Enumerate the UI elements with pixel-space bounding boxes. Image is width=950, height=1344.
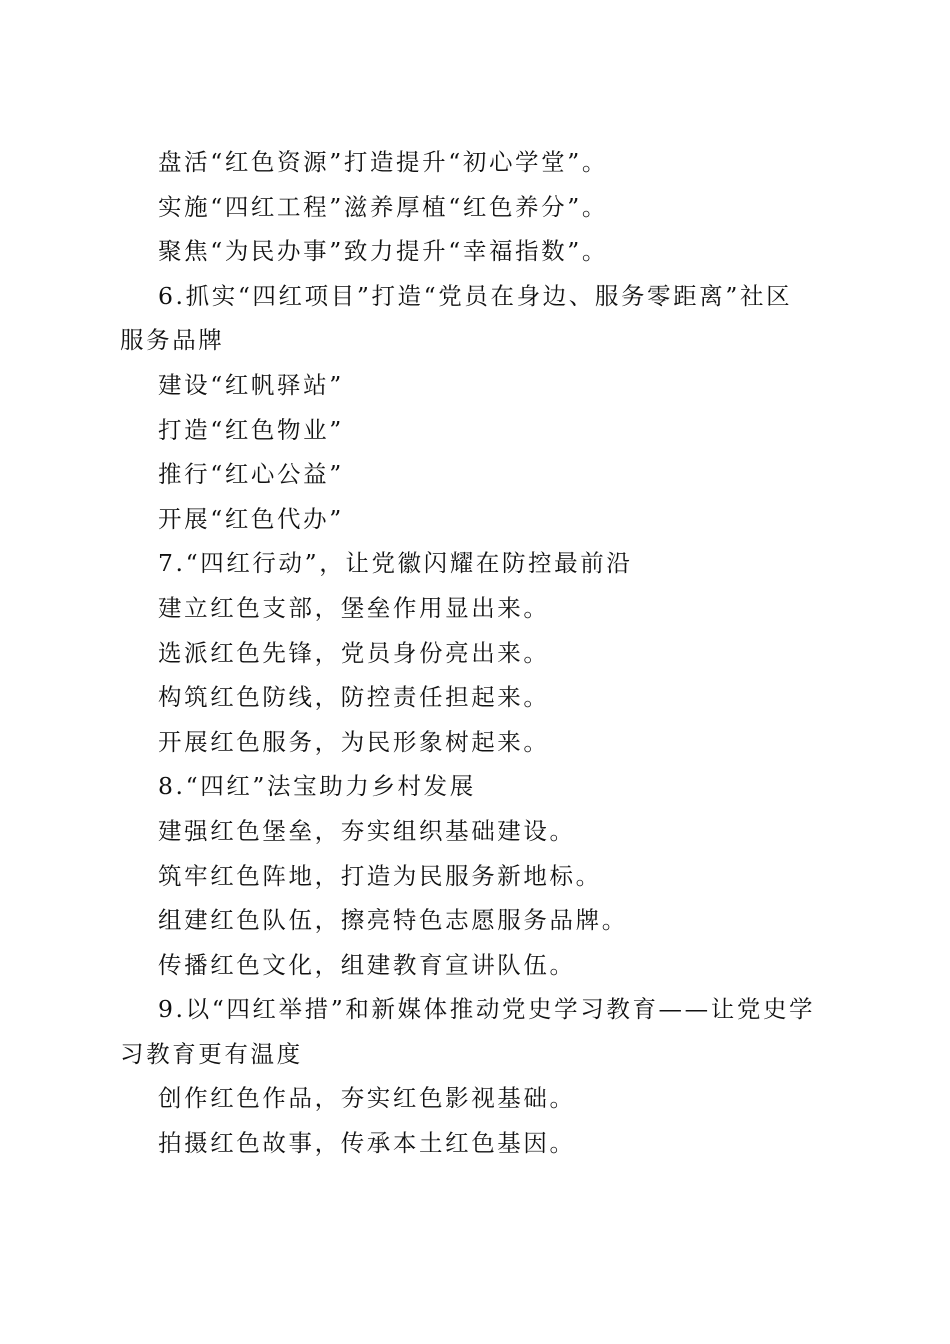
text-line: 8.“四红”法宝助力乡村发展	[158, 772, 476, 801]
text-line: 构筑红色防线，防控责任担起来。	[158, 683, 550, 712]
text-line: 实施“四红工程”滋养厚植“红色养分”。	[158, 192, 608, 221]
text-line: 创作红色作品，夯实红色影视基础。	[158, 1084, 576, 1113]
text-line: 推行“红心公益”	[158, 460, 344, 489]
text-line: 服务品牌	[120, 326, 225, 355]
text-line: 7.“四红行动”，让党徽闪耀在防控最前沿	[158, 549, 633, 578]
text-line: 建强红色堡垒，夯实组织基础建设。	[158, 816, 576, 845]
text-line: 选派红色先锋，党员身份亮出来。	[158, 638, 550, 667]
document-page	[0, 140, 950, 1166]
text-line: 筑牢红色阵地，打造为民服务新地标。	[158, 861, 602, 890]
text-line: 拍摄红色故事，传承本土红色基因。	[158, 1129, 576, 1158]
text-line: 开展“红色代办”	[158, 504, 344, 533]
text-line: 6.抓实“四红项目”打造“党员在身边、服务零距离”社区	[158, 281, 793, 310]
text-line: 建设“红帆驿站”	[158, 370, 344, 399]
text-line: 建立红色支部，堡垒作用显出来。	[158, 593, 550, 622]
text-line: 开展红色服务，为民形象树起来。	[158, 727, 550, 756]
text-line: 打造“红色物业”	[158, 415, 344, 444]
text-line: 组建红色队伍，擦亮特色志愿服务品牌。	[158, 906, 628, 935]
text-line: 聚焦“为民办事”致力提升“幸福指数”。	[158, 237, 608, 266]
text-line: 盘活“红色资源”打造提升“初心学堂”。	[158, 148, 608, 176]
text-line: 9.以“四红举措”和新媒体推动党史学习教育——让党史学	[158, 995, 816, 1024]
text-line: 传播红色文化，组建教育宣讲队伍。	[158, 950, 576, 979]
text-line: 习教育更有温度	[120, 1039, 303, 1068]
